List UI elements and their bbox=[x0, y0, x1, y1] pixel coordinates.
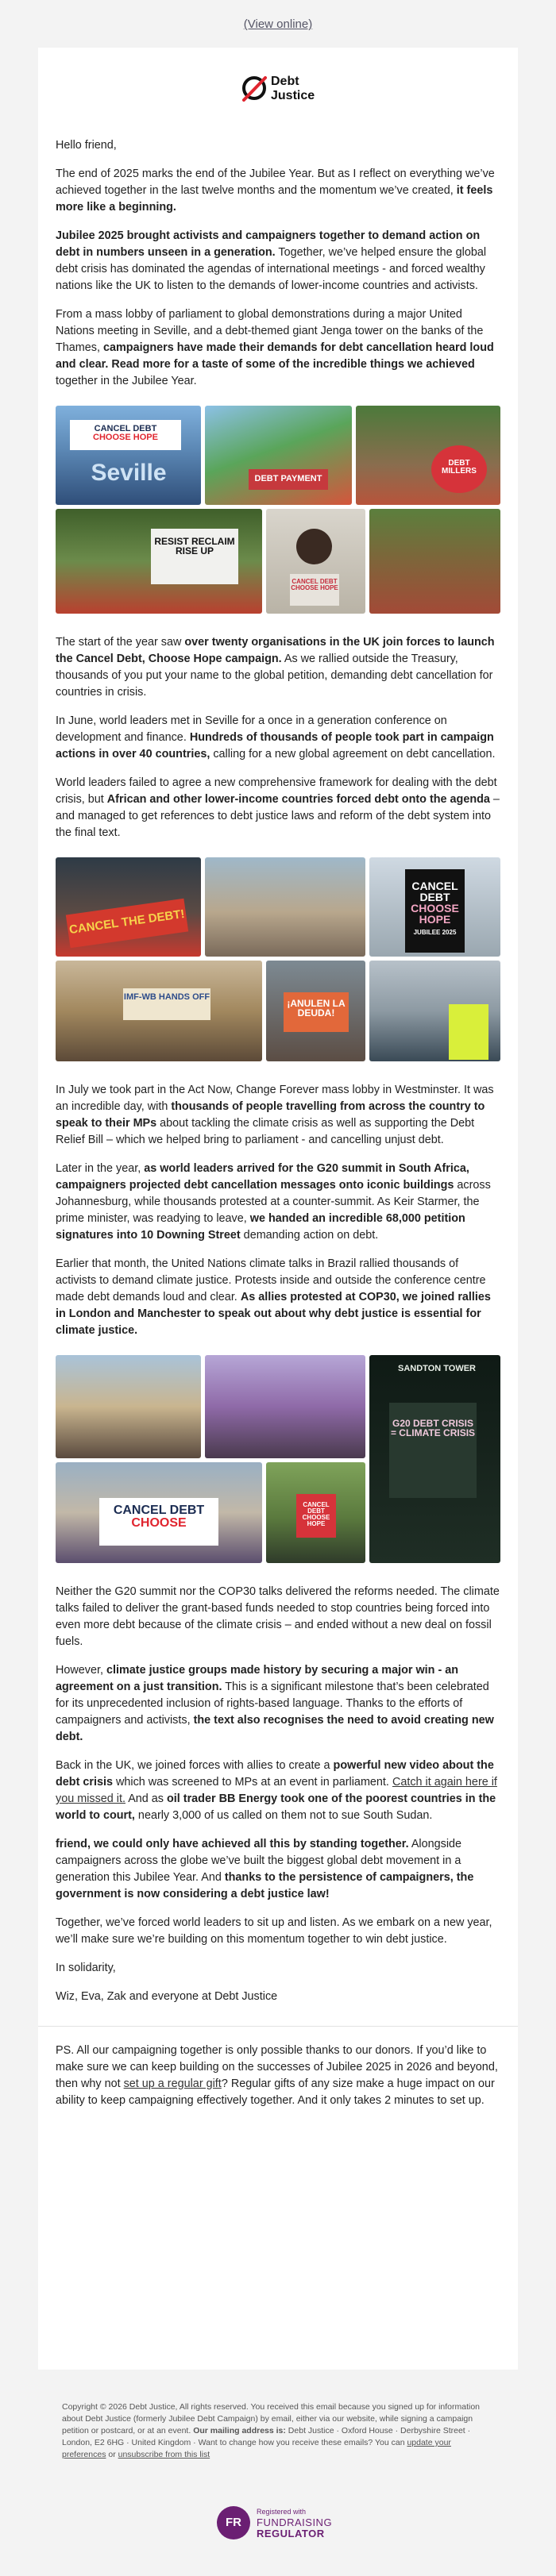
photo-anulen-la-deuda: ¡ANULEN LA DEUDA! bbox=[266, 961, 365, 1061]
fundraising-regulator-logo-icon: FR bbox=[217, 2506, 250, 2539]
fundraising-regulator-badge[interactable] bbox=[217, 2505, 352, 2541]
photo-march-banner bbox=[369, 509, 500, 614]
paragraph-11: However, climate justice groups made history by securing a major win - an agreement on a just transition. This is a significant milestone that’s been celebrated for its unprecedented inclusion of rights-based language. Thanks to the efforts of campaigners and activists, the text also recognises the need to avoid creating new debt. bbox=[56, 1664, 494, 1743]
logo-line1: Debt bbox=[271, 75, 299, 88]
paragraph-7: In July we took part in the Act Now, Change Forever mass lobby in Westminster. It was an incredible day, with thousands of people travelling from across the country to speak to their MPs about tackling the climate crisis as well as supporting the Debt Relief Bill – which we helped bring to parliament - and cancelling unjust debt. bbox=[56, 1084, 494, 1146]
paragraph-12: Back in the UK, we joined forces with allies to create a powerful new video about the debt crisis which was screened to MPs at an event in parliament. Catch it again here if you missed it. And as oil trader BB Energy took one of the poorest countries in the world to court, nearly 3,000 of us called on them not to sue South Sudan. bbox=[56, 1759, 497, 1822]
view-online-bar bbox=[0, 0, 556, 48]
photo-rally-crowd bbox=[205, 1355, 365, 1458]
update-preferences-link[interactable]: update your preferences bbox=[62, 2438, 451, 2459]
logo-line2: Justice bbox=[271, 89, 315, 102]
postscript: PS. All our campaigning together is only possible thanks to our donors. If you’d like to make sure we can keep building on the successes of Jubilee 2025 in 2026 and beyond, then why not set up a regular gift? Regular gifts of any size make a huge impact on our ability to keep campaigning effectively together. And it only takes 2 minutes to set up. bbox=[56, 2044, 498, 2107]
paragraph-10: Neither the G20 summit nor the COP30 talks delivered the reforms needed. The climate talks failed to deliver the grant-based funds needed to stop countries being forced into even more debt because of the climate crisis – and ended without a new deal on fossil fuels. bbox=[56, 1585, 500, 1648]
photo-campaigners-outdoors: CANCEL DEBT CHOOSE HOPE bbox=[266, 1462, 365, 1563]
paragraph-2: Jubilee 2025 brought activists and campaigners together to demand action on debt in numbers unseen in a generation. Together, we’ve helped ensure the global debt crisis has dominated the agendas of international meetings - and forced wealthy nations like the UK to listen to the demands of lower-income countries and activists. bbox=[56, 229, 487, 292]
paragraph-1: The end of 2025 marks the end of the Jubilee Year. But as I reflect on everything we’ve achieved together in the last twelve months and the momentum we’ve created, it feels more like a beginning. bbox=[56, 167, 495, 214]
photo-hi-vis-campaigner bbox=[369, 961, 500, 1061]
sign-off: In solidarity, bbox=[56, 1962, 116, 1974]
photo-activist-with-sign: CANCEL DEBT CHOOSE HOPE bbox=[266, 509, 365, 614]
photo-collage-2 bbox=[56, 857, 500, 1061]
photo-imf-wb-march: IMF-WB HANDS OFF bbox=[56, 961, 262, 1061]
catch-video-link[interactable]: Catch it again here if you missed it. bbox=[56, 1776, 497, 1805]
paragraph-3: From a mass lobby of parliament to global demonstrations during a major United Nations meeting in Seville, and a debt-themed giant Jenga tower on the banks of the Thames, campaigners have made their demands for debt cancellation heard loud and clear. Read more for a taste of some of the incredible things we achieved together in the Jubilee Year. bbox=[56, 308, 494, 387]
email-body bbox=[56, 137, 500, 2121]
view-online-link[interactable]: (View online) bbox=[243, 17, 313, 31]
divider bbox=[38, 2026, 518, 2027]
fr-line1: FUNDRAISING bbox=[257, 2516, 333, 2528]
photo-protest-line bbox=[205, 857, 365, 957]
photo-resist-reclaim: RESIST RECLAIM RISE UP bbox=[56, 509, 262, 614]
debt-justice-logo[interactable] bbox=[241, 71, 320, 107]
photo-cancel-the-debt-banner: CANCEL THE DEBT! bbox=[56, 857, 201, 957]
greeting: Hello friend, bbox=[56, 139, 117, 152]
unsubscribe-link[interactable]: unsubscribe from this list bbox=[118, 2450, 210, 2459]
photo-parliament-lobby bbox=[56, 1355, 201, 1458]
photo-collage-1 bbox=[56, 406, 500, 614]
footer-legal-text: Copyright © 2026 Debt Justice, All rights reserved. You received this email because you signed up for information about Debt Justice (formerly Jubilee Debt Campaign) by email, either via our website, while signing a campaign petition or postcard, or at an event. Our mailing address is: Debt Justice · Oxford House · Derbyshire Street · London, E2 6HG · United Kingdom · Want to change how you receive these emails? You can update your preferences or unsubscribe from this list bbox=[62, 2402, 481, 2459]
paragraph-14: Together, we’ve forced world leaders to sit up and listen. As we embark on a new year, we’ll make sure we’re building on this momentum together to win debt justice. bbox=[56, 1916, 492, 1946]
paragraph-4: The start of the year saw over twenty organisations in the UK join forces to launch the Cancel Debt, Choose Hope campaign. As we rallied outside the Treasury, thousands of you put your name to the global petition, demanding debt cancellation for countries in crisis. bbox=[56, 636, 495, 699]
paragraph-9: Earlier that month, the United Nations climate talks in Brazil rallied thousands of activists to demand climate justice. Protests inside and outside the conference centre made debt demands loud and clear. As allies protested at COP30, we joined rallies in London and Manchester to speak out about why debt justice is essential for climate justice. bbox=[56, 1257, 491, 1337]
logo-wordmark bbox=[271, 75, 315, 103]
photo-jubilee-placard: CANCEL DEBT CHOOSE HOPE JUBILEE 2025 bbox=[369, 857, 500, 957]
regular-gift-link[interactable]: set up a regular gift bbox=[123, 2077, 222, 2090]
photo-cancel-debt-seville: CANCEL DEBT CHOOSE HOPE Seville bbox=[56, 406, 201, 505]
photo-jenga-tower: DEBT PAYMENT bbox=[205, 406, 352, 505]
email-card bbox=[38, 48, 518, 2370]
paragraph-8: Later in the year, as world leaders arrived for the G20 summit in South Africa, campaigners projected debt cancellation messages onto iconic buildings across Johannesburg, while thousands protested at a counter-summit. As Keir Starmer, the prime minister, was readying to leave, we handed an incredible 68,000 petition signatures into 10 Downing Street demanding action on debt. bbox=[56, 1162, 491, 1242]
photo-sandton-tower-projection: SANDTON TOWER G20 DEBT CRISIS = CLIMATE CRISIS bbox=[369, 1355, 500, 1563]
fr-line2: REGULATOR bbox=[257, 2528, 325, 2539]
photo-cancel-debt-choose-banner: CANCEL DEBT CHOOSE bbox=[56, 1462, 262, 1563]
photo-debt-millers: DEBT MILLERS bbox=[356, 406, 500, 505]
photo-collage-3 bbox=[56, 1355, 500, 1563]
paragraph-6: World leaders failed to agree a new comprehensive framework for dealing with the debt crisis, but African and other lower-income countries forced debt onto the agenda – and managed to get references to debt justice laws and reform of the debt system into the final text. bbox=[56, 776, 500, 839]
debt-justice-logo-icon bbox=[241, 75, 268, 102]
paragraph-5: In June, world leaders met in Seville for a once in a generation conference on development and finance. Hundreds of thousands of people took part in campaign actions in over 40 countries, calling for a new global agreement on debt cancellation. bbox=[56, 714, 496, 760]
paragraph-13: friend, we could only have achieved all this by standing together. Alongside campaigners across the globe we’ve built the biggest global debt movement in a generation this Jubilee Year. And thanks to the persistence of campaigners, the government is now considering a debt justice law! bbox=[56, 1838, 474, 1900]
fr-registered-text: Registered with bbox=[257, 2508, 307, 2516]
footer bbox=[38, 2370, 518, 2539]
signature: Wiz, Eva, Zak and everyone at Debt Justice bbox=[56, 1990, 278, 2003]
